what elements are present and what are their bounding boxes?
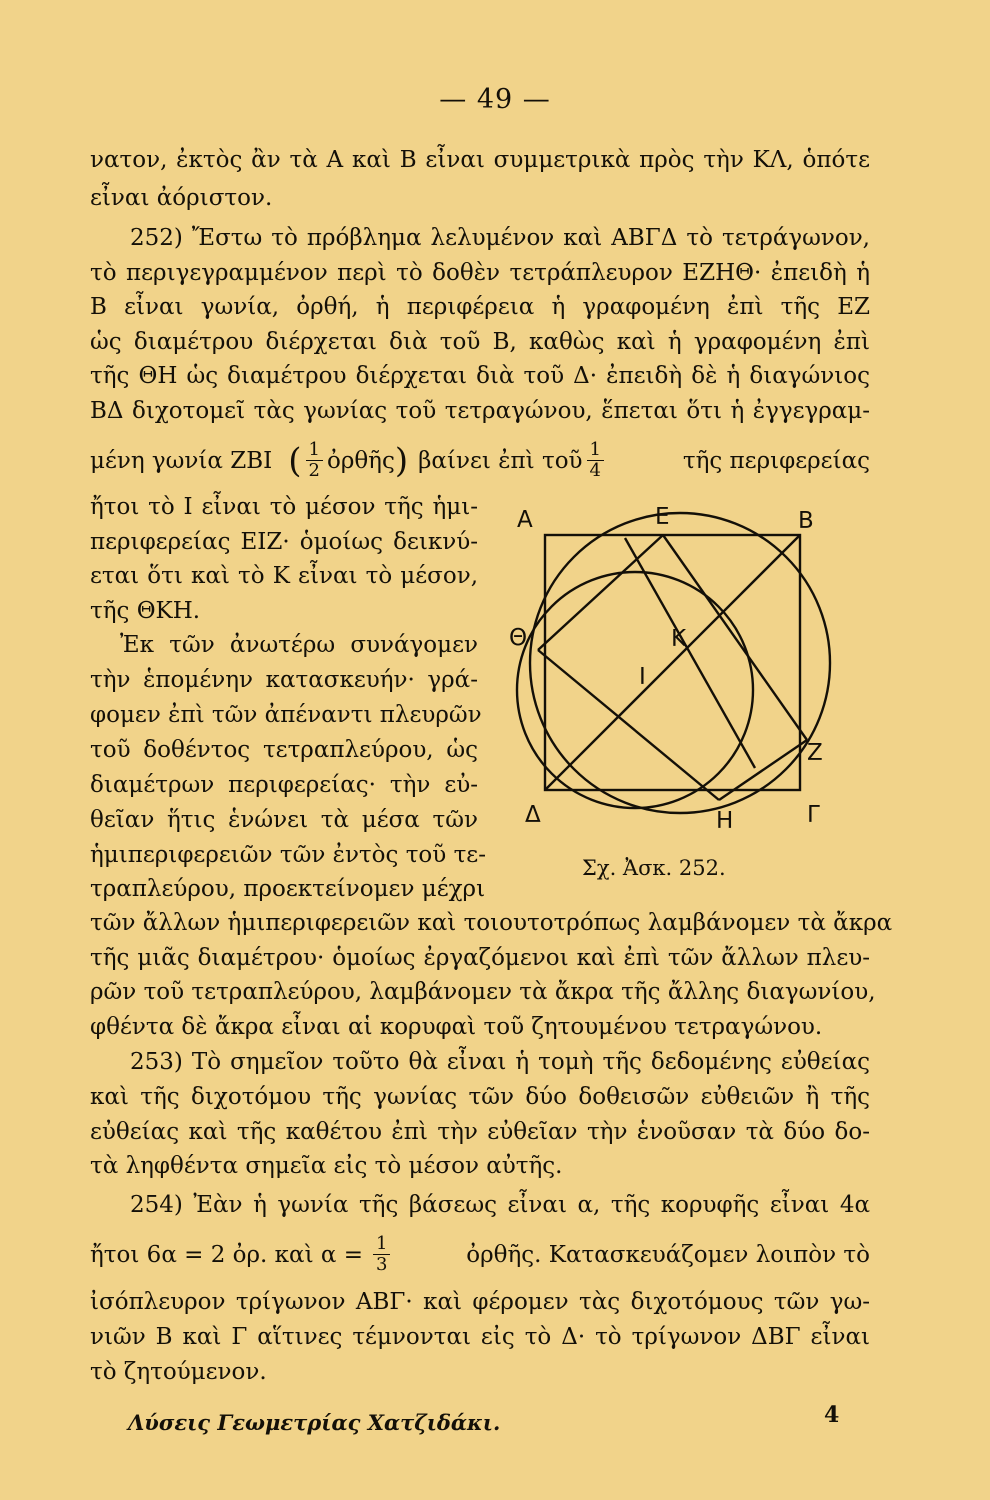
line-hth — [538, 650, 719, 800]
label-h: Η — [716, 808, 734, 834]
text-line: τῆς ΘΗ ὡς διαμέτρου διέρχεται διὰ τοῦ Δ· ἐπειδὴ δὲ ἡ διαγώνιος — [90, 363, 870, 389]
label-d: Δ — [525, 802, 541, 828]
text-line: ἡμιπεριφερειῶν τῶν ἐντὸς τοῦ τε- — [90, 842, 486, 868]
text-fragment: τῆς περιφερείας — [682, 447, 870, 474]
fraction-half — [306, 440, 323, 481]
paren-close: ) — [394, 440, 409, 481]
label-g: Γ — [807, 802, 820, 828]
text-fragment: ὀρθῆς — [326, 447, 395, 474]
fraction-denominator: 2 — [308, 460, 320, 481]
text-line: τὸ περιγεγραμμένον περὶ τὸ δοθὲν τετράπλευρον ΕΖΗΘ· ἐπειδὴ ἡ — [90, 260, 870, 286]
text-line: τῶν ἄλλων ἡμιπεριφερειῶν καὶ τοιουτοτρόπως λαμβάνομεν τὰ ἄκρα — [90, 910, 893, 936]
footer-signature: 4 — [824, 1402, 840, 1428]
text-line: τὸ ζητούμενον. — [90, 1359, 267, 1385]
label-b: Β — [798, 508, 814, 534]
text-fragment: βαίνει ἐπὶ τοῦ — [418, 447, 583, 474]
text-line: Ἐκ τῶν ἀνωτέρω συνάγομεν — [120, 632, 478, 658]
fraction-line — [90, 440, 870, 481]
text-line: εὐθείας καὶ τῆς καθέτου ἐπὶ τὴν εὐθεῖαν τὴν ἑνοῦσαν τὰ δύο δο- — [90, 1119, 870, 1145]
fraction-denominator: 4 — [589, 460, 601, 481]
exercise-254-start: 254) Ἐὰν ἡ γωνία τῆς βάσεως εἶναι α, τῆς κορυφῆς εἶναι 4α — [130, 1192, 870, 1218]
text-fragment: ὀρθῆς. Κατασκευάζομεν λοιπὸν τὸ — [466, 1241, 870, 1268]
exercise-252-start: 252) Ἔστω τὸ πρόβλημα λελυμένον καὶ ΑΒΓΔ τὸ τετράγωνον, — [130, 225, 870, 251]
text-fragment: ἤτοι 6α = 2 ὀρ. καὶ α = — [90, 1241, 364, 1268]
diagonal-bd — [545, 535, 800, 790]
text-line: καὶ τῆς διχοτόμου τῆς γωνίας τῶν δύο δοθεισῶν εὐθειῶν ἢ τῆς — [90, 1084, 870, 1110]
text-line: τῆς ΘΚΗ. — [90, 598, 201, 624]
text-line: ὡς διαμέτρου διέρχεται διὰ τοῦ Β, καθὼς καὶ ἡ γραφομένη ἐπὶ — [90, 329, 870, 355]
text-line: ΒΔ διχοτομεῖ τὰς γωνίας τοῦ τετραγώνου, ἕπεται ὅτι ἡ ἐγγεγραμ- — [90, 398, 870, 424]
label-k: Κ — [671, 626, 687, 652]
footer-book-title: Λύσεις Γεωμετρίας Χατζιδάκι. — [128, 1410, 501, 1435]
text-line: τραπλεύρου, προεκτείνομεν μέχρι — [90, 876, 486, 902]
paren-open: ( — [288, 440, 302, 481]
text-line: φθέντα δὲ ἄκρα εἶναι αἱ κορυφαὶ τοῦ ζητουμένου τετραγώνου. — [90, 1014, 823, 1040]
label-i: Ι — [639, 664, 646, 690]
label-e: Ε — [655, 504, 670, 530]
text-line: Β εἶναι γωνία, ὀρθή, ἡ περιφέρεια ἡ γραφομένη ἐπὶ τῆς ΕΖ — [90, 294, 870, 320]
text-line: φομεν ἐπὶ τῶν ἀπέναντι πλευρῶν — [90, 702, 482, 728]
text-line: ἰσόπλευρον τρίγωνον ΑΒΓ· καὶ φέρομεν τὰς διχοτόμους τῶν γω- — [90, 1289, 870, 1315]
text-line: διαμέτρων περιφερείας· τὴν εὐ- — [90, 772, 478, 798]
text-line: τὰ ληφθέντα σημεῖα εἰς τὸ μέσον αὐτῆς. — [90, 1153, 563, 1179]
fraction-numerator: 1 — [306, 440, 323, 461]
label-z: Ζ — [807, 740, 823, 766]
text-fragment: μένη γωνία ΖΒΙ — [90, 447, 273, 474]
text-line: νατον, ἐκτὸς ἂν τὰ Α καὶ Β εἶναι συμμετρικὰ πρὸς τὴν ΚΛ, ὁπότε — [90, 147, 870, 173]
text-line: εται ὅτι καὶ τὸ Κ εἶναι τὸ μέσον, — [90, 563, 478, 589]
exercise-253-start: 253) Τὸ σημεῖον τοῦτο θὰ εἶναι ἡ τομὴ τῆς δεδομένης εὐθείας — [130, 1049, 870, 1075]
text-line: εἶναι ἀόριστον. — [90, 185, 273, 211]
fraction-quarter — [587, 440, 604, 481]
label-a: Α — [517, 507, 533, 533]
label-th: Θ — [509, 625, 528, 651]
circle-on-thh — [517, 572, 753, 808]
fraction-numerator: 1 — [373, 1234, 390, 1255]
text-line: τὴν ἑπομένην κατασκευήν· γρά- — [90, 667, 478, 693]
fraction-numerator: 1 — [587, 440, 604, 461]
fraction-denominator: 3 — [376, 1254, 388, 1275]
figure-caption: Σχ. Ἀσκ. 252. — [582, 856, 726, 880]
line-the — [538, 535, 663, 650]
text-line: ἤτοι τὸ Ι εἶναι τὸ μέσον τῆς ἡμι- — [90, 494, 478, 520]
text-line: ρῶν τοῦ τετραπλεύρου, λαμβάνομεν τὰ ἄκρα τῆς ἄλλης διαγωνίου, — [90, 979, 876, 1005]
text-line: περιφερείας ΕΙΖ· ὁμοίως δεικνύ- — [90, 529, 478, 555]
fraction-line — [90, 1234, 870, 1275]
page-number: — 49 — — [439, 84, 551, 115]
geometry-figure — [505, 500, 835, 840]
text-line: νιῶν Β καὶ Γ αἵτινες τέμνονται εἰς τὸ Δ· τὸ τρίγωνον ΔΒΓ εἶναι — [90, 1324, 870, 1350]
fraction-third — [373, 1234, 390, 1275]
text-line: τῆς μιᾶς διαμέτρου· ὁμοίως ἐργαζόμενοι καὶ ἐπὶ τῶν ἄλλων πλευ- — [90, 945, 870, 971]
text-line: θεῖαν ἥτις ἑνώνει τὰ μέσα τῶν — [90, 807, 478, 833]
text-line: τοῦ δοθέντος τετραπλεύρου, ὡς — [90, 737, 478, 763]
